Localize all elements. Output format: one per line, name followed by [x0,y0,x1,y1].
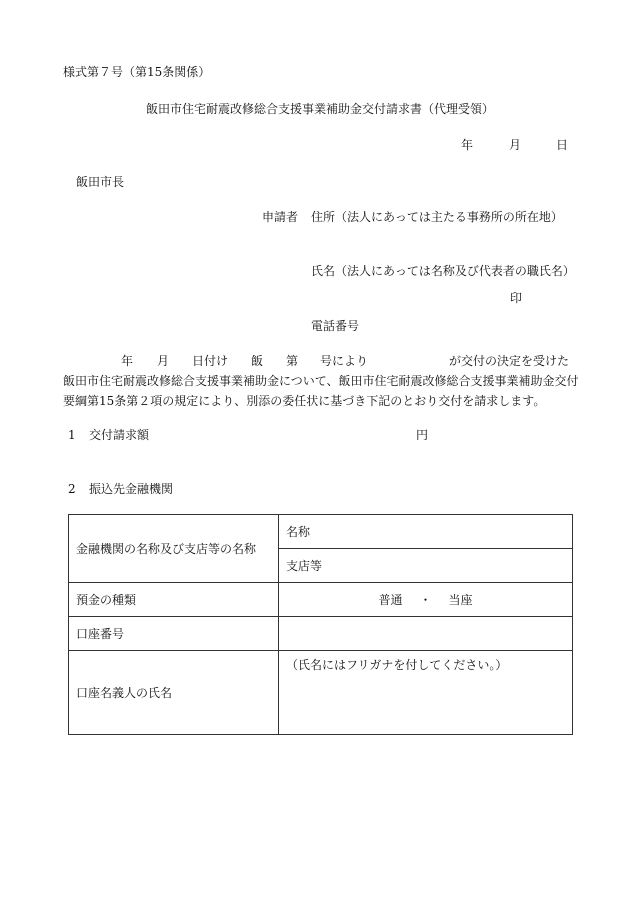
date-day-label: 日 [556,138,569,152]
addressee: 飯田市長 [76,175,125,189]
account-number-cell[interactable] [279,617,573,651]
applicant-label: 申請者 [262,210,299,224]
body-city-prefix: 飯 [251,354,264,368]
body-line2: 飯田市住宅耐震改修総合支援事業補助金について、飯田市住宅耐震改修総合支援事業補助金交付 [63,374,579,388]
deposit-type-label: 預金の種類 [76,593,137,607]
branch-cell[interactable] [279,549,573,583]
phone-label: 電話番号 [311,319,360,333]
branch-label: 支店等 [286,559,323,573]
body-date-suffix: 日付け [192,354,229,368]
date-month-label: 月 [509,138,522,152]
document-title: 飯田市住宅耐震改修総合支援事業補助金交付請求書（代理受領） [146,102,495,116]
body-line1-end: が交付の決定を受けた [449,354,570,368]
institution-label-cell [69,515,279,583]
body-number-suffix: 号により [320,354,369,368]
holder-note: （氏名にはフリガナを付してください。） [286,658,508,672]
deposit-type-cell[interactable] [279,583,573,617]
applicant-name-label: 氏名（法人にあっては名称及び代表者の職氏名） [311,264,575,278]
bank-name-cell[interactable] [279,515,573,549]
form-number: 様式第７号（第15条関係） [63,65,211,79]
body-month: 月 [157,354,170,368]
body-line3: 要綱第15条第２項の規定により、別添の委任状に基づき下記のとおり交付を請求します。 [63,394,546,408]
institution-label: 金融機関の名称及び支店等の名称 [76,542,257,556]
item1-number: 1 [68,428,76,442]
bank-name-label: 名称 [286,525,311,539]
applicant-address-label: 住所（法人にあっては主たる事務所の所在地） [311,210,563,224]
deposit-type-current[interactable]: 当座 [448,593,473,607]
deposit-type-separator: ・ [419,593,432,607]
deposit-type-ordinary[interactable]: 普通 [378,593,403,607]
item2-label: 振込先金融機関 [89,482,174,496]
bank-table [68,514,573,735]
holder-label-cell [69,651,279,735]
item2-number: 2 [68,482,76,496]
account-number-label-cell [69,617,279,651]
date-year-label: 年 [461,138,474,152]
deposit-type-label-cell [69,583,279,617]
body-year: 年 [121,354,134,368]
account-number-label: 口座番号 [76,627,125,641]
item1-unit: 円 [416,428,429,442]
body-number-prefix: 第 [286,354,299,368]
holder-label: 口座名義人の氏名 [76,686,173,700]
seal-mark: 印 [510,291,523,305]
item1-label: 交付請求額 [89,428,150,442]
holder-cell[interactable] [279,651,573,735]
